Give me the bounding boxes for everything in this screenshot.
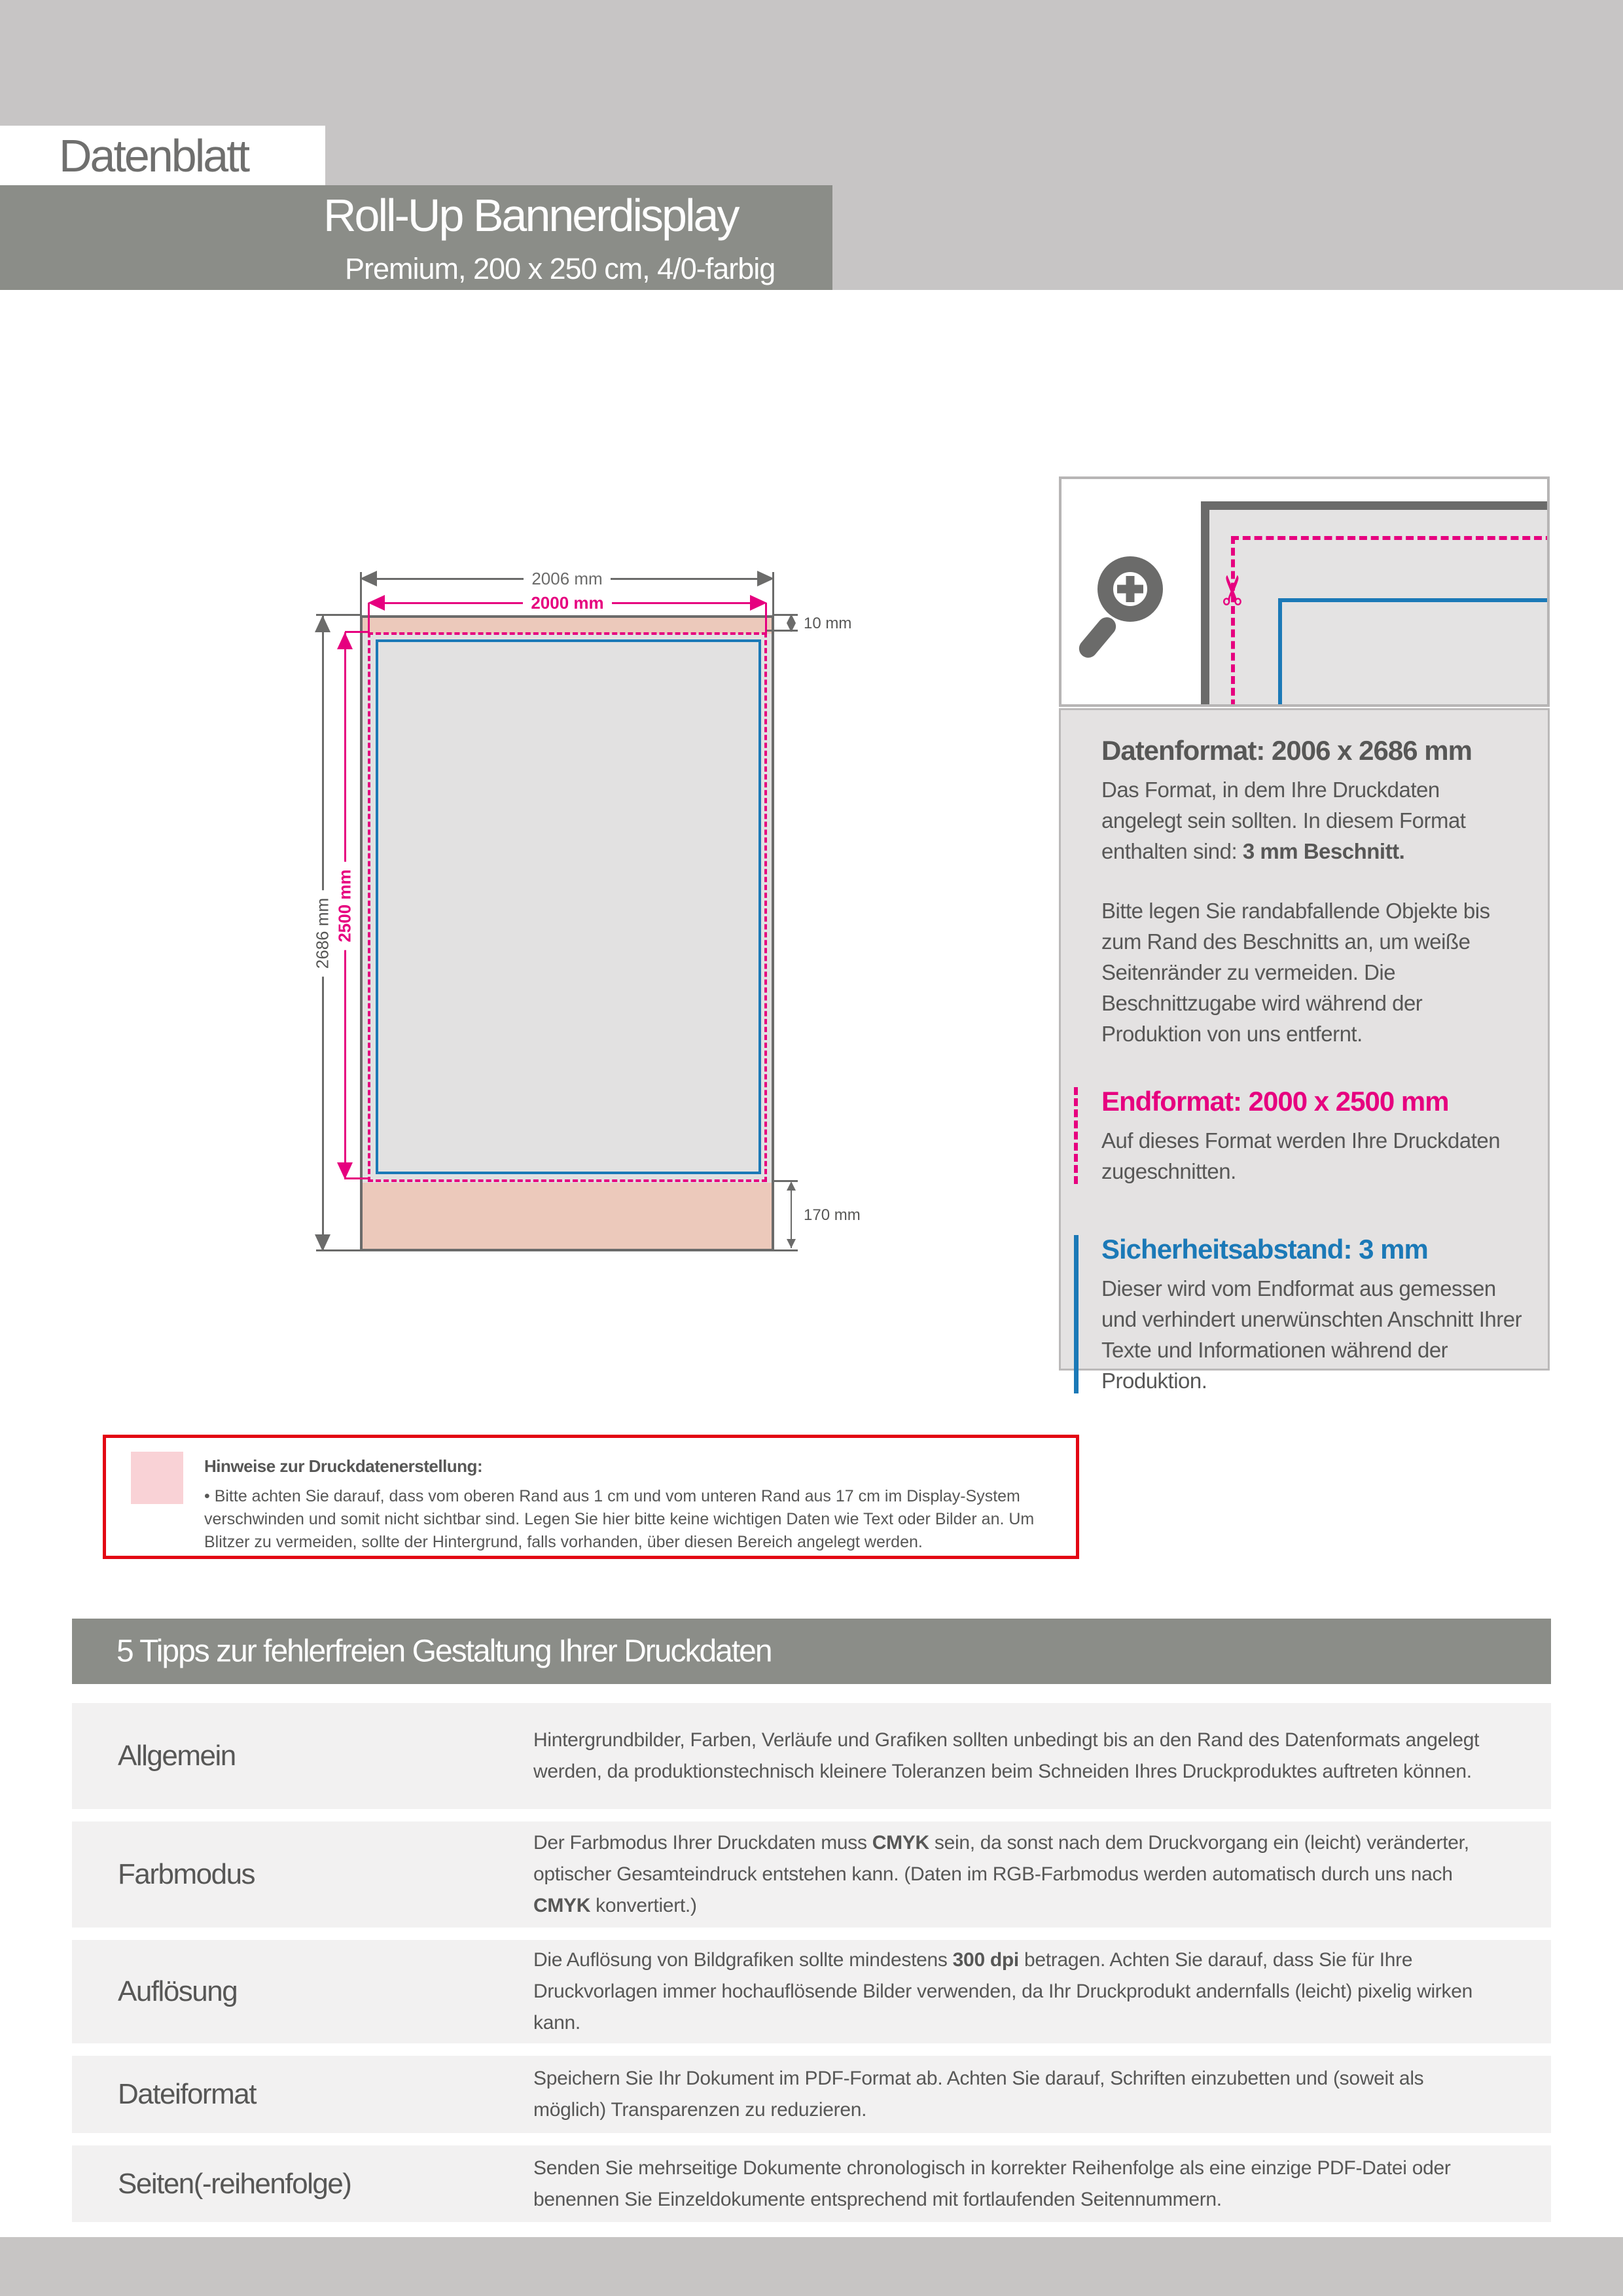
arrowhead-down-icon	[787, 623, 796, 632]
datenformat-paragraph: Bitte legen Sie randabfallende Objekte bis zum Rand des Beschnitts an, um weiße Seitenränder zu vermeiden. Die Beschnittzugabe wird während der Produktion von uns entfernt.	[1101, 899, 1490, 1046]
datenblatt-label: Datenblatt	[59, 130, 249, 181]
dimension-width-total-label: 2006 mm	[531, 568, 603, 588]
tip-text: Senden Sie mehrseitige Dokumente chronologisch in korrekter Reihenfolge als eine einzige PDF-Datei oder benennen Sie Einzeldokumente entsprechend mit fortlaufenden Seitennummern.	[533, 2157, 1451, 2210]
notes-body: • Bitte achten Sie darauf, dass vom oberen Rand aus 1 cm und vom unteren Rand aus 17 cm im Display-System verschwinden und somit nicht sichtbar sind. Legen Sie hier bitte keine wichtigen Daten wie Text oder Bilder an. Um Blitzer zu vermeiden, sollte der Hintergrund, falls vorhanden, über diesen Bereich angelegt werden.	[204, 1487, 1035, 1551]
tip-text: Hintergrundbilder, Farben, Verläufe und Grafiken sollten unbedingt bis an den Rand des Datenformats angelegt werden, da produktionstechnisch kleinere Toleranzen beim Schneiden Ihres Druckproduktes auftreten können.	[533, 1729, 1480, 1782]
extension-line	[772, 572, 774, 618]
tip-row-farbmodus	[72, 1821, 1551, 1928]
magnifier-handle	[1075, 613, 1120, 661]
sicherheitsabstand-paragraph: Dieser wird vom Endformat aus gemessen und verhindert unerwünschten Anschnitt Ihrer Texte und Informationen während der Produktion.	[1101, 1276, 1522, 1393]
corner-detail-box	[1059, 476, 1550, 707]
hidden-area-top-strip	[363, 618, 772, 634]
endformat-heading: Endformat: 2000 x 2500 mm	[1101, 1086, 1449, 1117]
hidden-area-bottom-strip	[363, 1183, 772, 1249]
extension-line	[316, 614, 362, 616]
sicherheitsabstand-marker-line	[1074, 1235, 1079, 1393]
tip-row-seitenreihenfolge	[72, 2145, 1551, 2222]
arrowhead-up-icon	[787, 1181, 796, 1191]
tip-text: Der Farbmodus Ihrer Druckdaten muss CMYK sein, da sonst nach dem Druckvorgang ein (leicht) veränderter, optischer Gesamteindruck entstehen kann. (Daten im RGB-Farbmodus werden automatisch durch uns nach CMYK konvertiert.)	[533, 1832, 1469, 1916]
arrowhead-up-icon	[787, 614, 796, 623]
extension-line	[765, 603, 767, 632]
safety-line-corner	[1278, 598, 1550, 707]
dimension-width-final	[368, 593, 767, 613]
hidden-area-color-swatch	[131, 1452, 183, 1504]
bracket-arrow-line	[791, 1183, 792, 1248]
footer-gray-band	[0, 2237, 1623, 2296]
arrowhead-left-icon	[368, 595, 385, 611]
datenformat-paragraph: Das Format, in dem Ihre Druckdaten angelegt sein sollten. In diesem Format enthalten sind: 3 mm Beschnitt.	[1101, 778, 1466, 863]
dimension-height-final-label: 2500 mm	[332, 861, 358, 950]
endformat-marker-line	[1074, 1087, 1078, 1184]
endformat-paragraph: Auf dieses Format werden Ihre Druckdaten zugeschnitten.	[1101, 1128, 1501, 1183]
safety-margin-rect	[376, 639, 761, 1174]
arrowhead-up-icon	[315, 615, 330, 632]
datenformat-heading: Datenformat: 2006 x 2686 mm	[1101, 735, 1472, 766]
extension-line	[345, 1177, 370, 1179]
tips-banner-title: 5 Tipps zur fehlerfreien Gestaltung Ihrer Druckdaten	[116, 1634, 772, 1669]
extension-line	[360, 572, 362, 618]
format-info-box	[1059, 708, 1550, 1393]
print-data-notes-box	[103, 1435, 1079, 1559]
dimension-width-total	[360, 569, 774, 588]
dimension-bottom-hidden-label: 170 mm	[804, 1206, 861, 1224]
magnifier-icon	[1097, 556, 1169, 681]
extension-line	[774, 1249, 798, 1251]
info-section-endformat	[1101, 1086, 1523, 1187]
tips-section-banner	[72, 1619, 1551, 1684]
dimension-width-final-label: 2000 mm	[531, 592, 604, 613]
tip-text: Die Auflösung von Bildgrafiken sollte mindestens 300 dpi betragen. Achten Sie darauf, dass Sie für Ihre Druckvorlagen immer hochauflösende Bilder verwenden, da Ihr Druckprodukt andernfalls (leicht) pixelig wirken kann.	[533, 1949, 1472, 2034]
extension-line	[345, 631, 370, 633]
tip-row-aufloesung	[72, 1940, 1551, 2043]
product-subtitle: Premium, 200 x 250 cm, 4/0-farbig	[345, 252, 776, 285]
banner-dataformat-rect	[360, 615, 774, 1251]
extension-line	[316, 1249, 362, 1251]
product-title: Roll-Up Bannerdisplay	[323, 190, 738, 241]
arrowhead-up-icon	[337, 632, 353, 649]
arrowhead-left-icon	[360, 571, 377, 586]
info-section-sicherheitsabstand	[1101, 1234, 1523, 1396]
tip-row-allgemein	[72, 1703, 1551, 1809]
notes-heading: Hinweise zur Druckdatenerstellung:	[204, 1456, 483, 1476]
scissors-icon: ✂	[1209, 573, 1257, 607]
tip-label: Farbmodus	[118, 1858, 255, 1890]
dimension-height-total-label: 2686 mm	[310, 890, 336, 977]
sicherheitsabstand-heading: Sicherheitsabstand: 3 mm	[1101, 1234, 1428, 1265]
arrowhead-down-icon	[787, 1239, 796, 1248]
tip-label: Seiten(-reihenfolge)	[118, 2167, 351, 2200]
extension-line	[368, 603, 370, 632]
banner-corner-illustration	[1201, 501, 1550, 707]
tip-label: Auflösung	[118, 1975, 238, 2007]
tip-row-dateiformat	[72, 2056, 1551, 2133]
dimension-top-hidden-label: 10 mm	[804, 615, 852, 632]
magnifier-lens	[1097, 556, 1163, 622]
tip-label: Allgemein	[118, 1740, 236, 1772]
info-section-datenformat	[1101, 735, 1523, 1049]
tip-label: Dateiformat	[118, 2078, 256, 2110]
tip-text: Speichern Sie Ihr Dokument im PDF-Format ab. Achten Sie darauf, Schriften einzubetten und (soweit als möglich) Transparenzen zu reduzieren.	[533, 2068, 1424, 2121]
